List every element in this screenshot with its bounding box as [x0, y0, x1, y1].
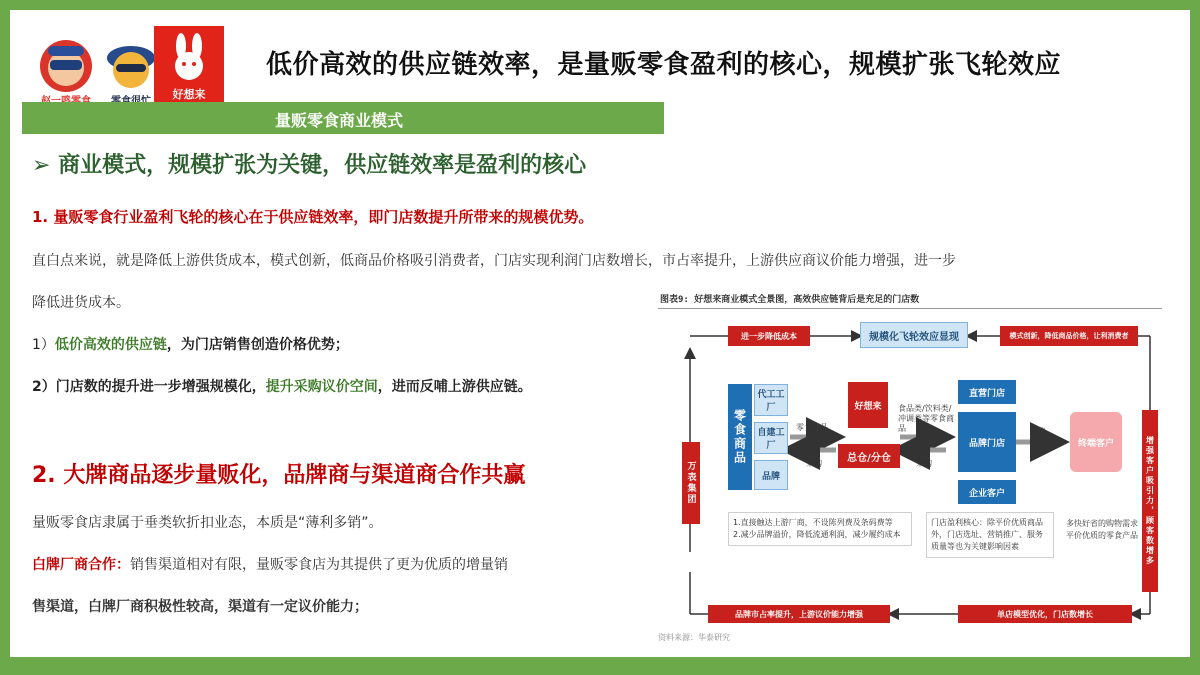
- section-bar: [22, 102, 664, 134]
- heading-brand-products: 2. 大牌商品逐步量贩化，品牌商与渠道商合作共赢: [32, 463, 526, 488]
- box-right-side: 增强客户吸引力，顾客数增多: [1142, 410, 1158, 592]
- box-store-growth: 单店模型优化，门店数增长: [958, 605, 1132, 623]
- box-flywheel: 规模化飞轮效应显现: [860, 322, 968, 348]
- key-point-red: 1. 量贩零食行业盈利飞轮的核心在于供应链效率，即门店数提升所带来的规模优势。: [32, 208, 594, 226]
- note-store-profit: 门店盈利核心：除平价优质商品外，门店选址、营销推广、服务质量等也为关键影响因素: [926, 512, 1054, 558]
- box-self-factory: 自建工厂: [754, 422, 788, 454]
- box-end-customer: 终端客户: [1070, 412, 1122, 472]
- paragraph-discount: 量贩零食店隶属于垂类软折扣业态，本质是“薄利多销”。: [32, 515, 383, 531]
- lingshihenmang-logo: [102, 36, 160, 106]
- note-supply: 1.直接触达上游厂商，不设陈列费及条码费等 2.减少品牌溢价，降低流通利润，减少履约成本: [728, 512, 912, 546]
- figure-title: 图表9: 好想来商业模式全景图，高效供应链背后是充足的门店数: [660, 295, 920, 305]
- section-bar-label: 量贩零食商业模式: [275, 111, 404, 130]
- page-title: 低价高效的供应链效率，是量贩零食盈利的核心，规模扩张飞轮效应: [266, 50, 1062, 80]
- paragraph-line-2: 降低进货成本。: [32, 295, 130, 311]
- box-enterprise: 企业客户: [958, 480, 1016, 504]
- box-lower-cost: 进一步降低成本: [728, 326, 810, 346]
- box-market-share: 品牌市占率提升，上游议价能力增强: [708, 605, 890, 623]
- zhaoyiming-logo: [32, 36, 100, 106]
- paragraph-white-label: 白牌厂商合作：销售渠道相对有限，量贩零食店为其提供了更为优质的增量销: [32, 557, 508, 573]
- box-direct-store: 直营门店: [958, 380, 1016, 404]
- business-model-figure: 图表9: 好想来商业模式全景图，高效供应链背后是充足的门店数 进一步降低成本 规模化飞轮效应显现 模式创新，降低商品价格，让利消费者 万表集团 增强客户吸引力，顾客数增多 零食商品 代工工厂 自建工厂 品牌 零食商品 采购 好想来 总仓/分仓 食品类/饮料类/冲调类等零食商品 采购 直营门店 品牌门店 企业客户 销售 终端客户 1.直接触达上游厂商，不设陈列费及条码费等 2.减少品牌溢价，降低流通利润，减少履约成本 门店盈利核心：除平价优质商品外，门店选址、营销推广、服务质量等也为关键影响因素 多快好省的购物需求平价优质的零食产品 品牌市占率提升，上游议价能力增强 单店模型优化，门店数增长 资料来源：华泰研究: [650, 292, 1170, 648]
- box-model-innovation: 模式创新，降低商品价格，让利消费者: [1000, 326, 1138, 346]
- box-brand: 品牌: [754, 460, 788, 490]
- box-warehouse: 总仓/分仓: [838, 444, 900, 468]
- heading-business-model: ➢ 商业模式，规模扩张为关键，供应链效率是盈利的核心: [32, 153, 587, 178]
- slide: [10, 10, 1190, 657]
- figure-source: 资料来源：华泰研究: [658, 633, 730, 642]
- list-item-1: 1）低价高效的供应链，为门店销售创造价格优势；: [32, 337, 349, 353]
- box-brand-store: 品牌门店: [958, 412, 1016, 472]
- note-customer-needs: 多快好省的购物需求平价优质的零食产品: [1062, 514, 1142, 546]
- haoxianglai-logo: 好想来: [154, 26, 224, 106]
- box-oem: 代工工厂: [754, 384, 788, 416]
- paragraph-white-label-cont: 售渠道，白牌厂商积极性较高，渠道有一定议价能力；: [32, 599, 368, 615]
- box-left-side: 万表集团: [682, 442, 700, 524]
- list-item-2: 2）门店数的提升进一步增强规模化，提升采购议价空间，进而反哺上游供应链。: [32, 379, 532, 395]
- box-snacks: 零食商品: [728, 384, 752, 490]
- box-brand-logo: 好想来: [848, 382, 888, 428]
- paragraph-line-1: 直白点来说，就是降低上游供货成本，模式创新，低商品价格吸引消费者，门店实现利润门店数增长，市占率提升，上游供应商议价能力增强，进一步: [32, 253, 956, 269]
